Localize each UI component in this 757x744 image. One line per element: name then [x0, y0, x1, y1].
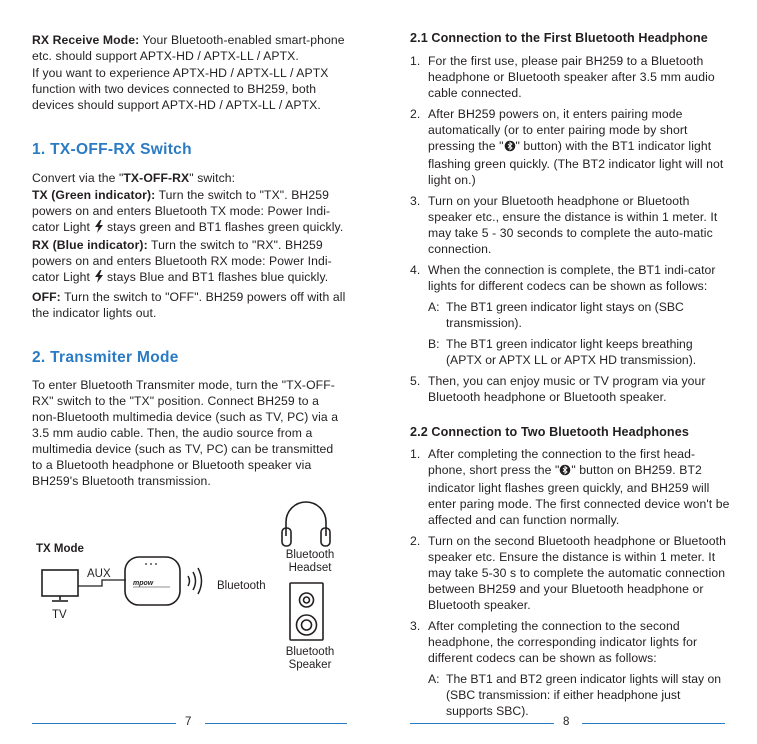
rx-receive-mode-paragraph: RX Receive Mode: Your Bluetooth-enabled smart-phone etc. should support APTX-HD / APTX-LL / APTX. — [32, 33, 345, 63]
footer-rule-left — [32, 723, 176, 724]
bh259-device-icon — [125, 557, 180, 605]
first-headphone-steps — [410, 53, 730, 405]
section-title-first-headphone: 2.1 Connection to the First Bluetooth Headphone — [410, 31, 708, 45]
speaker-label: Bluetooth Speaker — [285, 646, 335, 671]
speaker-icon — [290, 583, 323, 640]
headset-label: Bluetooth Headset — [285, 549, 335, 574]
list-item: 1. For the first use, please pair BH259 to a Bluetooth headphone or Bluetooth speaker after 3.5 mm audio cable connected. — [410, 54, 715, 100]
tx-mode-diagram — [0, 0, 400, 700]
footer-rule-right — [410, 723, 554, 724]
list-item: 2. After BH259 powers on, it enters pairing mode automatically (or to enter pairing mode by short pressing the " " button) with the BT1 indicator light flashing green quickly. (The BT2 indicator light will not light on.) — [410, 107, 724, 187]
footer-rule-right-2 — [582, 723, 725, 724]
footer-rule-left-2 — [205, 723, 347, 724]
list-item: 3. Turn on your Bluetooth headphone or Bluetooth speaker etc., ensure the distance is within 1 meter. It may take 5 - 30 seconds to complete the auto-matic connection. — [410, 194, 718, 256]
list-subitem: B: The BT1 green indicator light keeps breathing (APTX or APTX LL or APTX HD transmission). — [428, 337, 697, 367]
transmitter-paragraph: To enter Bluetooth Transmiter mode, turn the "TX-OFF-RX" switch to the "TX" position. Connect BH259 to a non-Bluetooth multimedia device (such as TV, PC) via a 3.5 mm audio cable. Then, the audio source from a multimedia device (such as TV, PC) can be transmitted to a Bluetooth headphone or Bluetooth speaker via BH259's Bluetooth transmission. — [32, 378, 339, 488]
headset-icon — [282, 502, 330, 546]
bluetooth-button-icon — [504, 140, 516, 156]
tx-mode-label: TX Mode — [36, 543, 84, 555]
list-item: 1. After completing the connection to the first head-phone, short press the " " button on BH259. BT2 indicator light flashes green quickly, and BH259 will enter paring mode. The first connected device won't be affected and can function normally. — [410, 447, 730, 527]
two-headphones-steps — [410, 446, 730, 719]
diagram-graphics — [30, 500, 370, 670]
convert-paragraph: Convert via the "TX-OFF-RX" switch: — [32, 171, 236, 185]
list-subitem: A: The BT1 green indicator light stays on (SBC transmission). — [428, 300, 684, 330]
page-number-left: 7 — [185, 716, 192, 728]
list-item: 5. Then, you can enjoy music or TV program via your Bluetooth headphone or Bluetooth speaker. — [410, 374, 706, 404]
list-item: 4. When the connection is complete, the BT1 indi-cator lights for different codecs can be shown as follows: — [410, 263, 716, 293]
bluetooth-label: Bluetooth — [217, 580, 266, 592]
section-title-switch: 1. TX-OFF-RX Switch — [32, 141, 192, 158]
page-number-right: 8 — [563, 716, 570, 728]
tv-label: TV — [52, 609, 67, 621]
aux-label: AUX — [87, 568, 111, 580]
list-subitem: A: The BT1 and BT2 green indicator lights will stay on (SBC transmission: if either headphone just supports SBC). — [428, 672, 722, 718]
rx-receive-mode-label: RX Receive Mode: — [32, 33, 140, 47]
rx-paragraph: RX (Blue indicator): Turn the switch to "RX". BH259 powers on and enters Bluetooth RX mode: Power Indi-cator Light stays Blue and BT1 flashes blue quickly. — [32, 237, 350, 287]
bluetooth-waves-icon — [188, 568, 202, 594]
device-brand: mpow — [133, 580, 154, 587]
tv-icon — [42, 570, 78, 601]
section-title-two-headphones: 2.2 Connection to Two Bluetooth Headphones — [410, 425, 689, 439]
off-paragraph: OFF: Turn the switch to "OFF". BH259 powers off with all the indicator lights out. — [32, 290, 346, 320]
tx-paragraph: TX (Green indicator): Turn the switch to "TX". BH259 powers on and enters Bluetooth TX mode: Power Indi-cator Light stays green and BT1 flashes green quickly. — [32, 187, 350, 237]
section-title-transmitter: 2. Transmiter Mode — [32, 349, 179, 366]
list-item: 3. After completing the connection to the second headphone, the corresponding indicator lights for different codecs can be shown as follows: — [410, 619, 698, 665]
bluetooth-button-icon — [559, 464, 571, 480]
list-item: 2. Turn on the second Bluetooth headphone or Bluetooth speaker etc. Ensure the distance is within 1 meter. It may take 5-30 s to complete the automatic connection between BH259 and your Bluetooth headphone or Bluetooth speaker. — [410, 534, 727, 612]
aptx-paragraph: If you want to experience APTX-HD / APTX-LL / APTX function with two devices connected to BH259, both devices should support APTX-HD / APTX-LL / APTX. — [32, 66, 329, 112]
